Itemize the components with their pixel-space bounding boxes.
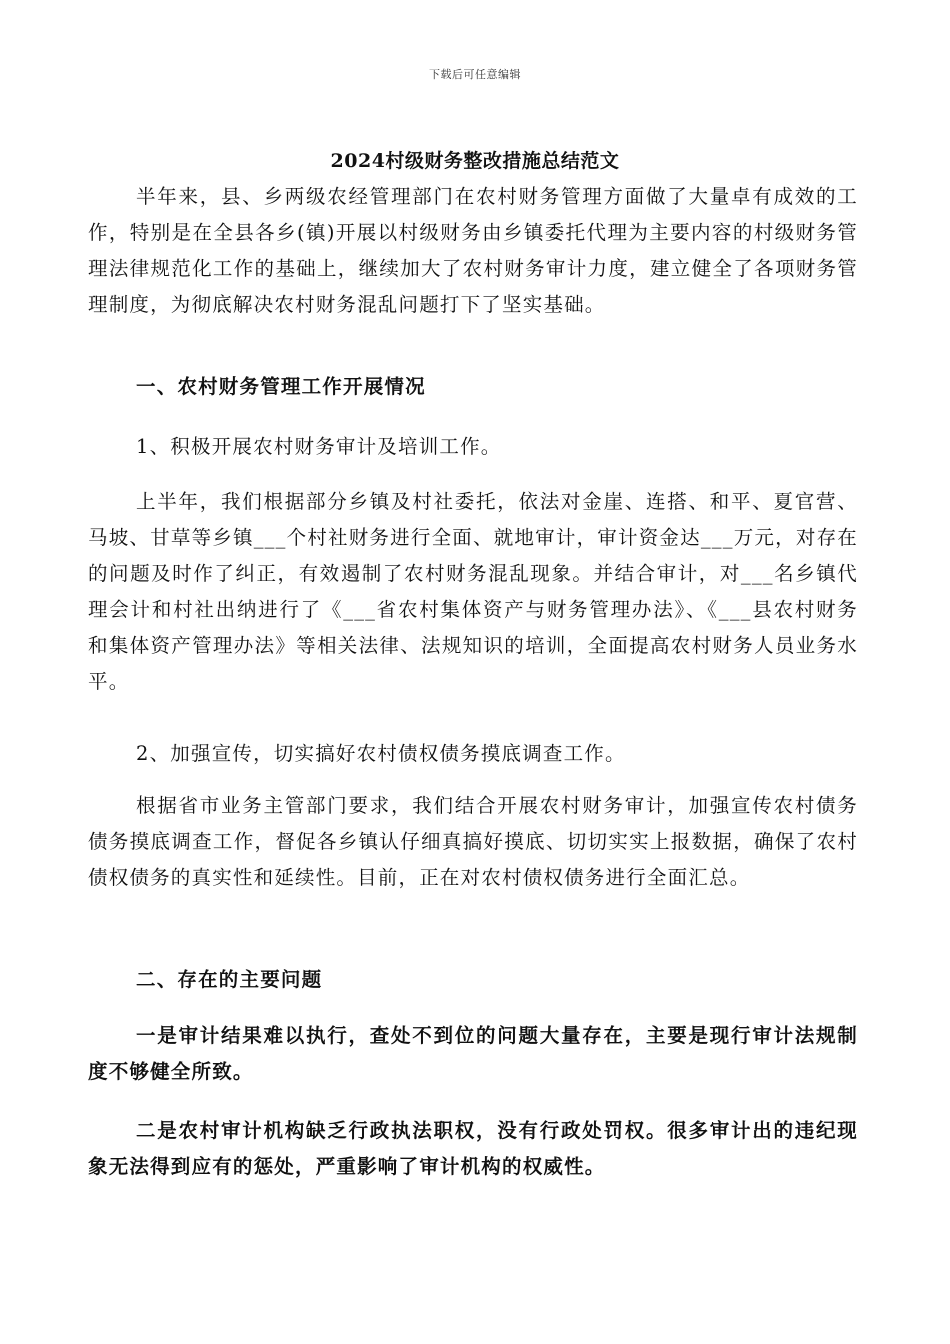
- intro-paragraph: 半年来，县、乡两级农经管理部门在农村财务管理方面做了大量卓有成效的工作，特别是在全县各乡(镇)开展以村级财务由乡镇委托代理为主要内容的村级财务管理法律规范化工作的基础上，继续加大了农村财务审计力度，建立健全了各项财务管理制度，为彻底解决农村财务混乱问题打下了坚实基础。: [88, 185, 858, 316]
- header-note: 下载后可任意编辑: [429, 68, 521, 81]
- section-2-point-1: 一是审计结果难以执行，查处不到位的问题大量存在，主要是现行审计法规制度不够健全所致。: [88, 1024, 858, 1083]
- section-1-item-2-body: 根据省市业务主管部门要求，我们结合开展农村财务审计，加强宣传农村债务债务摸底调查工作，督促各乡镇认仔细真搞好摸底、切切实实上报数据，确保了农村债权债务的真实性和延续性。目前，正在对农村债权债务进行全面汇总。: [88, 794, 858, 889]
- section-2-point-2: 二是农村审计机构缺乏行政执法职权，没有行政处罚权。很多审计出的违纪现象无法得到应有的惩处，严重影响了审计机构的权威性。: [88, 1119, 858, 1178]
- section-1-item-2-title: 2、加强宣传，切实搞好农村债权债务摸底调查工作。: [136, 742, 626, 765]
- document-title: 2024村级财务整改措施总结范文: [330, 150, 620, 172]
- section-1-item-1-title: 1、积极开展农村财务审计及培训工作。: [136, 435, 502, 458]
- section-1-heading: 一、农村财务管理工作开展情况: [136, 375, 426, 398]
- section-2-heading: 二、存在的主要问题: [136, 968, 323, 991]
- section-1-item-1-body: 上半年，我们根据部分乡镇及村社委托，依法对金崖、连搭、和平、夏官营、马坡、甘草等乡镇___个村社财务进行全面、就地审计，审计资金达___万元，对存在的问题及时作了纠正，有效遏制了农村财务混乱现象。并结合审计，对___名乡镇代理会计和村社出纳进行了《___省农村集体资产与财务管理办法》、《___县农村财务和集体资产管理办法》等相关法律、法规知识的培训，全面提高农村财务人员业务水平。: [88, 490, 858, 693]
